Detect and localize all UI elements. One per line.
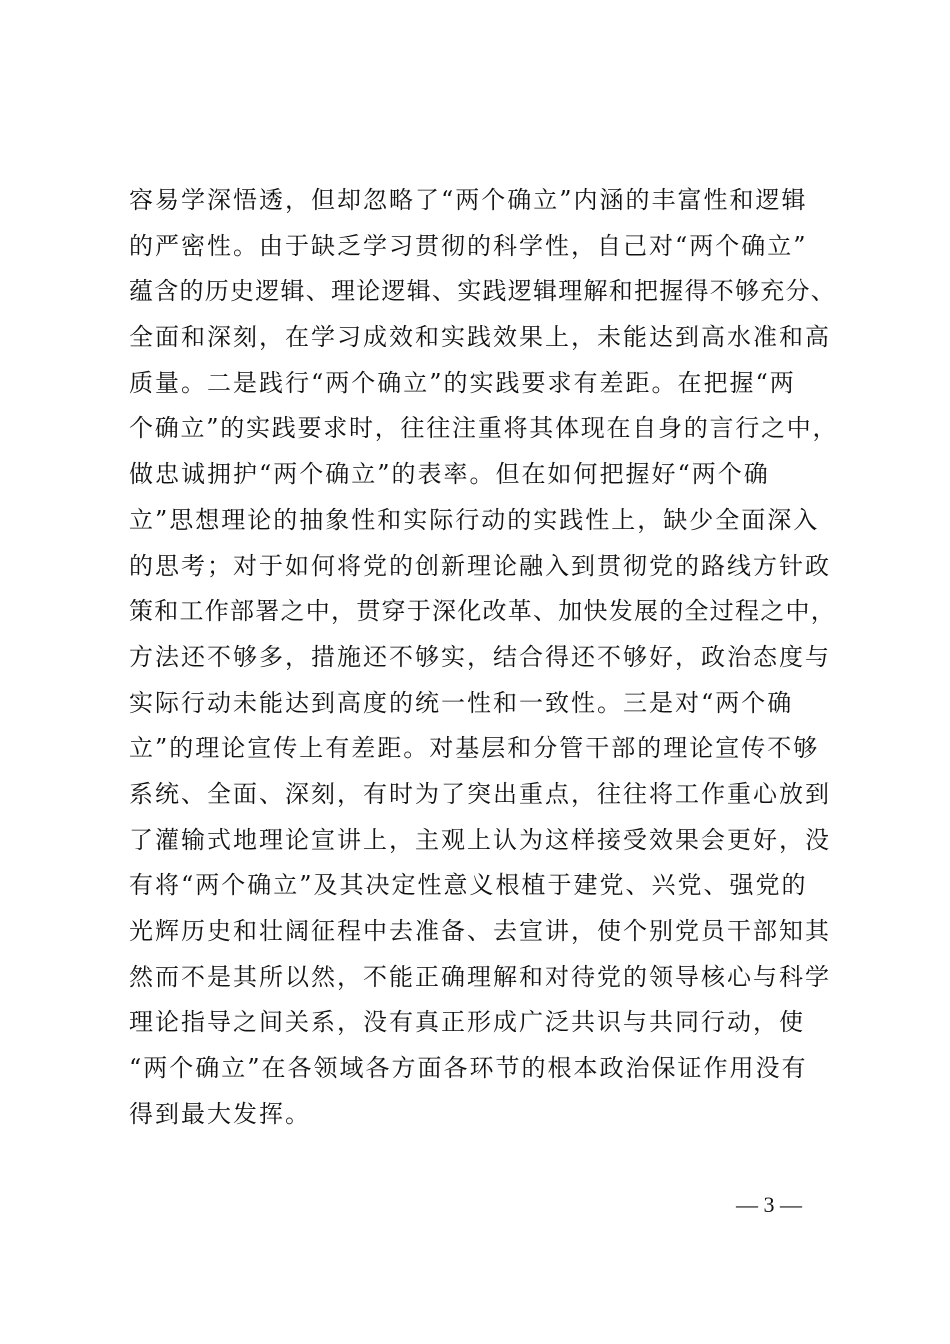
page-number: — 3 —	[736, 1192, 802, 1217]
text-line: 理论指导之间关系，没有真正形成广泛共识与共同行动，使	[129, 1008, 805, 1037]
text-line: 的思考；对于如何将党的创新理论融入到贯彻党的路线方针政	[129, 551, 831, 580]
text-line: 方法还不够多，措施还不够实，结合得还不够好，政治态度与	[129, 642, 831, 671]
text-line: 立”的理论宣传上有差距。对基层和分管干部的理论宣传不够	[129, 734, 820, 763]
text-line: 容易学深悟透，但却忽略了“两个确立”内涵的丰富性和逻辑	[129, 186, 808, 214]
text-line: 然而不是其所以然，不能正确理解和对待党的领导核心与科学	[129, 962, 831, 991]
body-text	[129, 178, 839, 1137]
text-line: 得到最大发挥。	[129, 1099, 311, 1128]
text-line: “两个确立”在各领域各方面各环节的根本政治保证作用没有	[129, 1054, 808, 1083]
text-line: 策和工作部署之中，贯穿于深化改革、加快发展的全过程之中，	[129, 597, 836, 626]
text-line: 系统、全面、深刻，有时为了突出重点，往往将工作重心放到	[129, 779, 831, 808]
text-line: 立”思想理论的抽象性和实际行动的实践性上，缺少全面深入	[129, 505, 820, 534]
text-line: 的严密性。由于缺乏学习贯彻的科学性，自己对“两个确立”	[129, 231, 808, 260]
text-line: 质量。二是践行“两个确立”的实践要求有差距。在把握“两	[129, 368, 796, 397]
text-line: 了灌输式地理论宣讲上，主观上认为这样接受效果会更好，没	[129, 825, 831, 854]
text-line: 蕴含的历史逻辑、理论逻辑、实践逻辑理解和把握得不够充分、	[129, 277, 836, 306]
text-line: 实际行动未能达到高度的统一性和一致性。三是对“两个确	[129, 688, 794, 717]
text-line: 有将“两个确立”及其决定性意义根植于建党、兴党、强党的	[129, 871, 808, 900]
text-line: 光辉历史和壮阔征程中去准备、去宣讲，使个别党员干部知其	[129, 917, 831, 945]
text-line: 全面和深刻，在学习成效和实践效果上，未能达到高水准和高	[129, 323, 831, 352]
text-line: 做忠诚拥护“两个确立”的表率。但在如何把握好“两个确	[129, 460, 770, 489]
text-line: 个确立”的实践要求时，往往注重将其体现在自身的言行之中，	[129, 414, 839, 443]
